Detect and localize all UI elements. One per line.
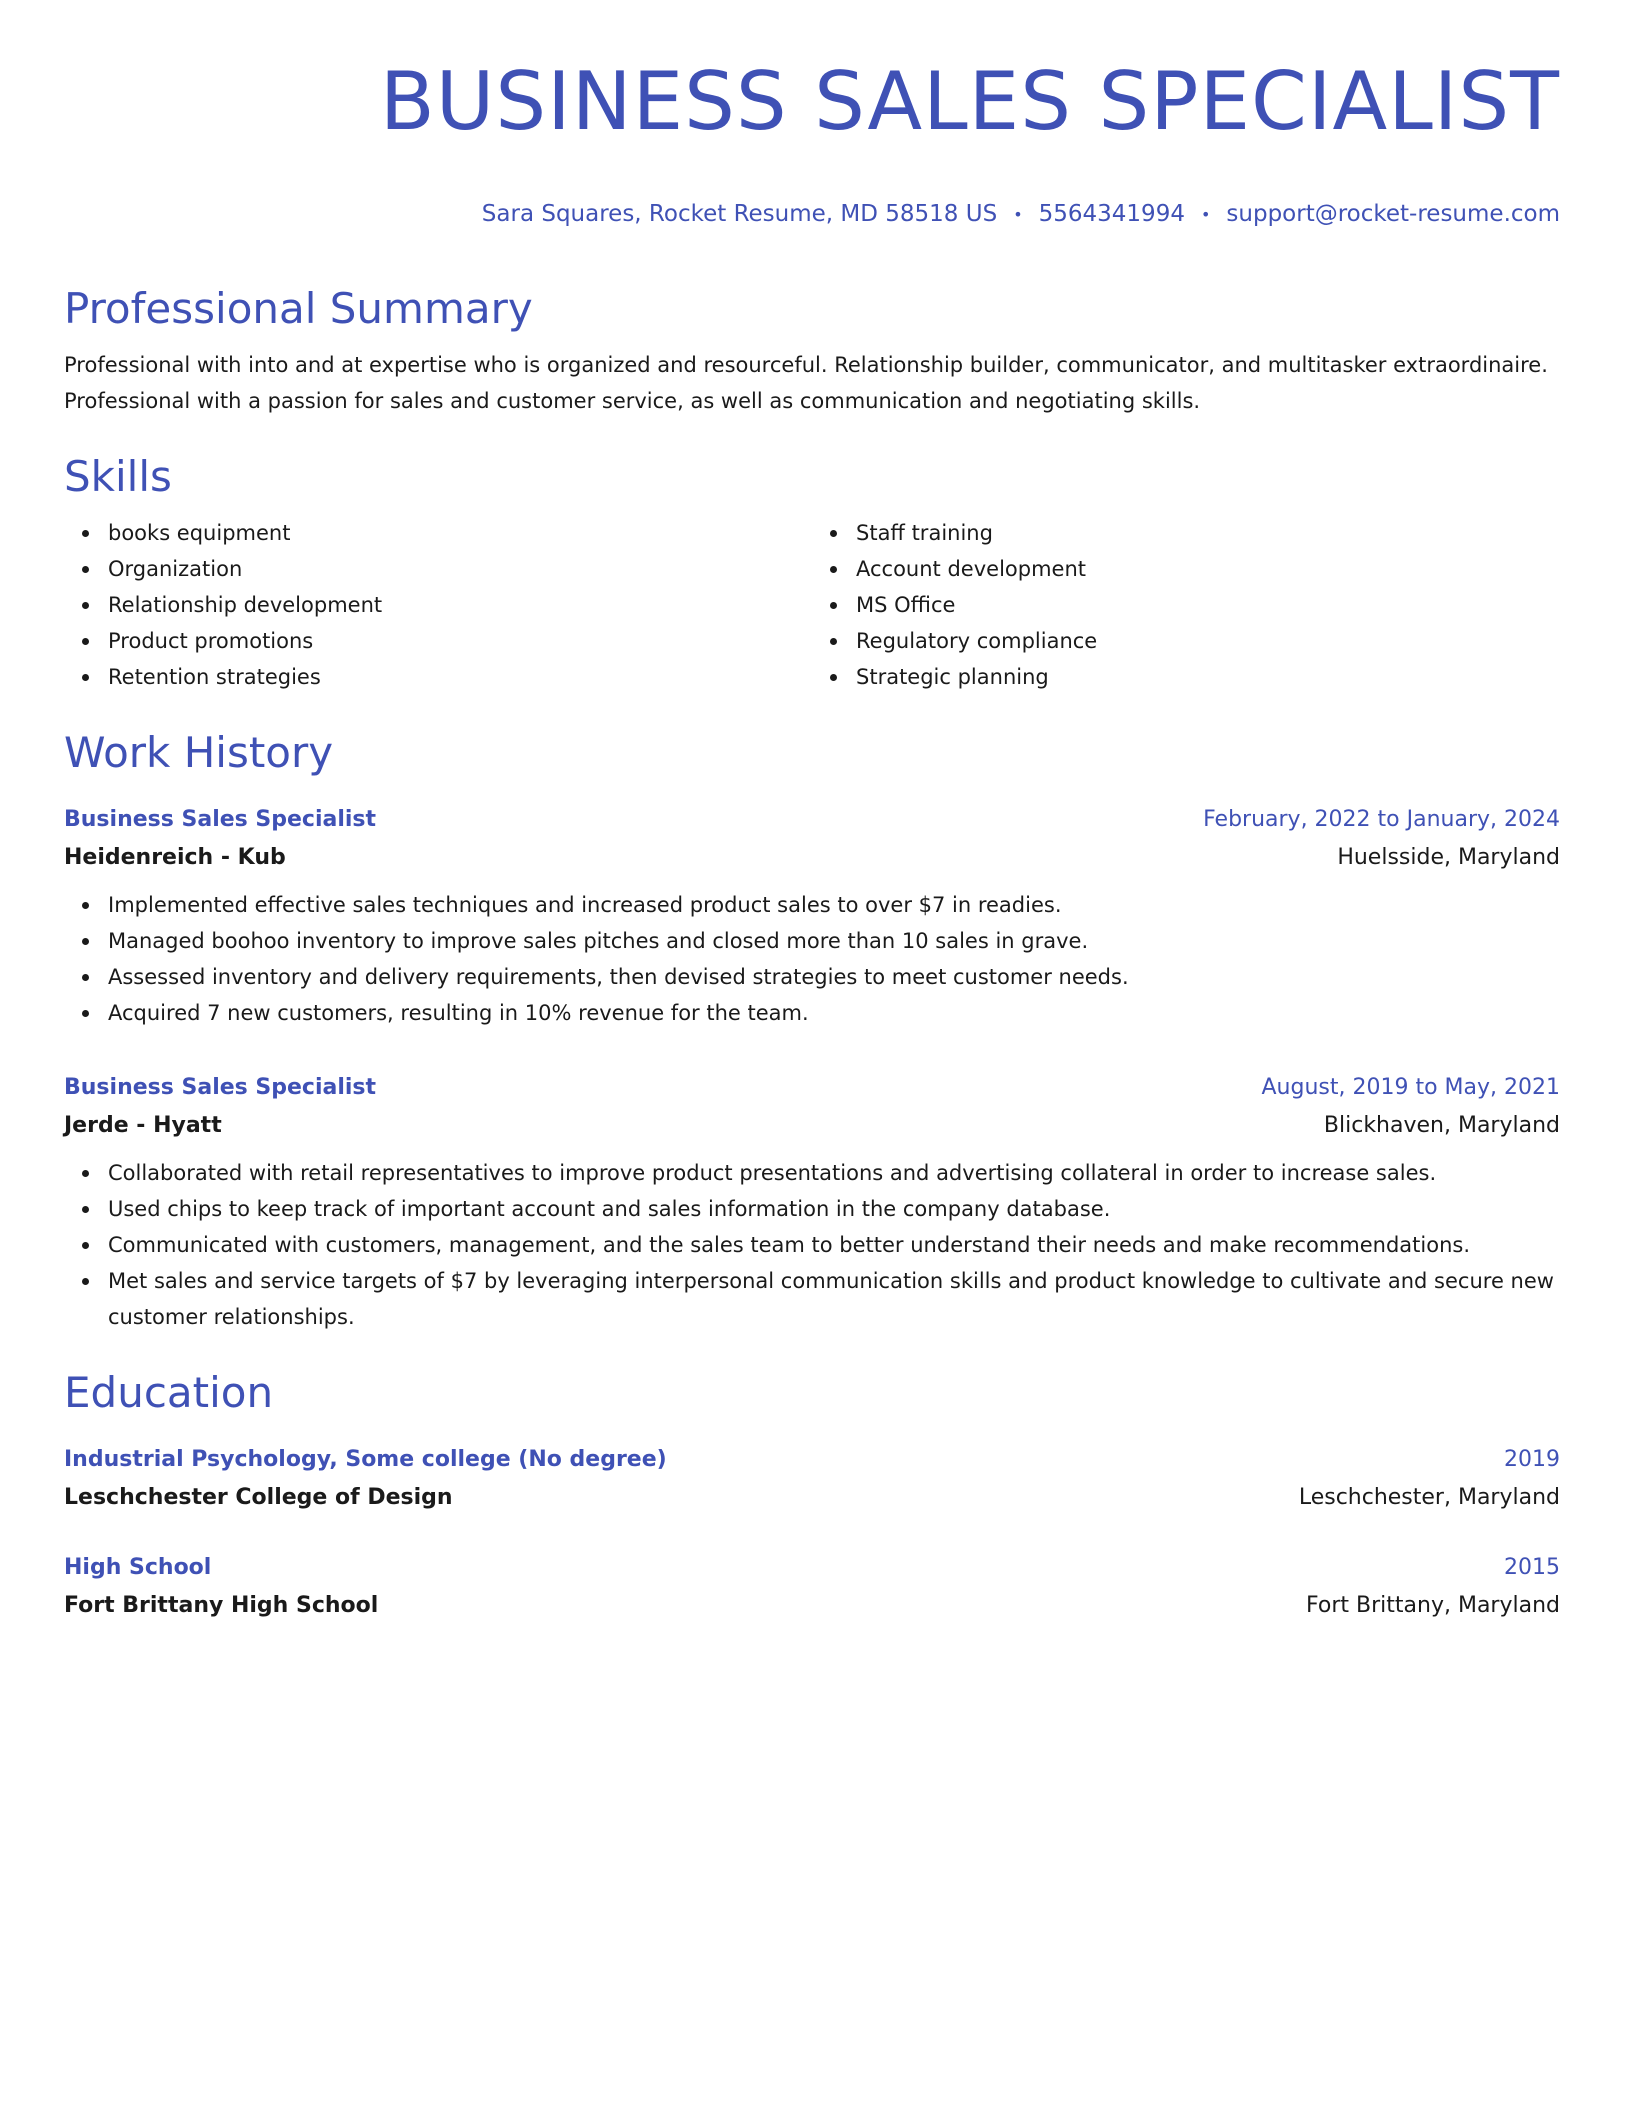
education-header-row	[64, 1441, 1560, 1479]
job-dates: August, 2019 to May, 2021	[1261, 1074, 1560, 1100]
job-entry	[64, 1069, 1560, 1335]
summary-heading: Professional Summary	[64, 283, 533, 333]
skill-item: Product promotions	[108, 623, 812, 659]
job-duty: Communicated with customers, management, and the sales team to better understand their needs and make recommendations.	[108, 1227, 1560, 1263]
education-year: 2015	[1504, 1554, 1560, 1580]
skills-heading: Skills	[64, 451, 172, 501]
skill-item: MS Office	[856, 587, 1560, 623]
skill-item: Account development	[856, 551, 1560, 587]
education-degree: Industrial Psychology, Some college (No degree)	[64, 1446, 667, 1472]
contact-address: Sara Squares, Rocket Resume, MD 58518 US	[481, 201, 998, 227]
education-school: Fort Brittany High School	[64, 1592, 379, 1618]
skill-item: Retention strategies	[108, 659, 812, 695]
skills-right-column	[812, 515, 1560, 695]
contact-separator: •	[1200, 204, 1211, 224]
job-company-row	[64, 1107, 1560, 1145]
job-location: Huelsside, Maryland	[1337, 844, 1560, 870]
job-duty: Assessed inventory and delivery requirements, then devised strategies to meet customer needs.	[108, 959, 1560, 995]
skills-left-column	[64, 515, 812, 695]
job-title: Business Sales Specialist	[64, 806, 377, 832]
education-location: Leschchester, Maryland	[1298, 1484, 1560, 1510]
job-company-row	[64, 839, 1560, 877]
work-history-heading: Work History	[64, 727, 334, 777]
job-dates: February, 2022 to January, 2024	[1203, 806, 1560, 832]
summary-section	[64, 281, 1560, 419]
job-duty: Implemented effective sales techniques and increased product sales to over $7 in readies.	[108, 887, 1560, 923]
job-company: Heidenreich - Kub	[64, 844, 286, 870]
skills-columns	[64, 515, 1560, 695]
contact-separator: •	[1013, 204, 1023, 224]
job-duty: Met sales and service targets of $7 by leveraging interpersonal communication skills and product knowledge to cultivate and secure new customer relationships.	[108, 1263, 1560, 1335]
work-history-section	[64, 725, 1560, 1335]
education-school-row	[64, 1479, 1560, 1517]
job-header-row	[64, 801, 1560, 839]
skills-section	[64, 449, 1560, 695]
education-school: Leschchester College of Design	[64, 1484, 453, 1510]
resume-page	[64, 40, 1560, 1625]
job-duty: Collaborated with retail representatives to improve product presentations and advertising collateral in order to increase sales.	[108, 1155, 1560, 1191]
education-entry	[64, 1549, 1560, 1625]
job-duty: Acquired 7 new customers, resulting in 10% revenue for the team.	[108, 995, 1560, 1031]
summary-text: Professional with into and at expertise who is organized and resourceful. Relationship builder, communicator, and multitasker extraordinaire. Professional with a passion for sales and customer service, as well as communication and negotiating skills.	[64, 352, 1548, 413]
job-title: Business Sales Specialist	[64, 1074, 377, 1100]
job-duties-list	[64, 1155, 1560, 1335]
skill-item: Relationship development	[108, 587, 812, 623]
skill-item: Organization	[108, 551, 812, 587]
job-duty: Used chips to keep track of important account and sales information in the company database.	[108, 1191, 1560, 1227]
contact-email: support@rocket-resume.com	[1226, 201, 1560, 227]
education-entry	[64, 1441, 1560, 1517]
resume-header	[64, 40, 1560, 233]
education-school-row	[64, 1587, 1560, 1625]
education-location: Fort Brittany, Maryland	[1306, 1592, 1560, 1618]
education-heading: Education	[64, 1367, 274, 1417]
job-duties-list	[64, 887, 1560, 1031]
job-duty: Managed boohoo inventory to improve sales pitches and closed more than 10 sales in grave.	[108, 923, 1560, 959]
job-company: Jerde - Hyatt	[64, 1112, 222, 1138]
skill-item: Strategic planning	[856, 659, 1560, 695]
skill-item: Regulatory compliance	[856, 623, 1560, 659]
resume-title: BUSINESS SALES SPECIALIST	[379, 55, 1560, 148]
contact-phone: 5564341994	[1038, 201, 1185, 227]
job-location: Blickhaven, Maryland	[1323, 1112, 1560, 1138]
skill-item: Staff training	[856, 515, 1560, 551]
job-entry	[64, 801, 1560, 1031]
education-section	[64, 1365, 1560, 1625]
skill-item: books equipment	[108, 515, 812, 551]
contact-line	[64, 196, 1560, 233]
education-year: 2019	[1504, 1446, 1560, 1472]
education-header-row	[64, 1549, 1560, 1587]
education-degree: High School	[64, 1554, 212, 1580]
job-header-row	[64, 1069, 1560, 1107]
